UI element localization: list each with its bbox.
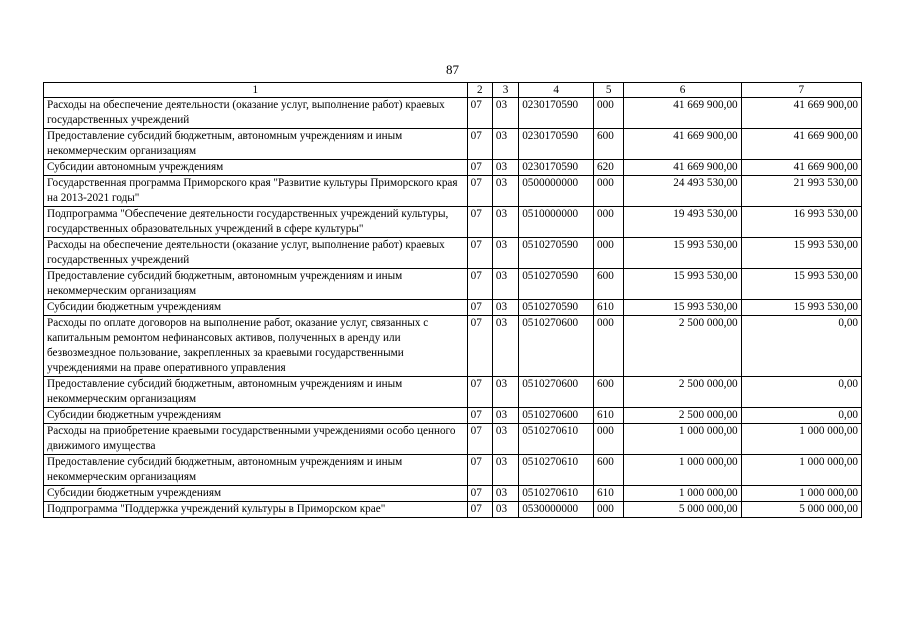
section-code-cell: 07: [467, 98, 492, 129]
section-code-cell: 07: [467, 486, 492, 502]
target-article-cell: 0510270600: [519, 408, 594, 424]
subsection-code-cell: 03: [492, 98, 518, 129]
expense-type-cell: 620: [594, 160, 624, 176]
column-header: 4: [519, 83, 594, 98]
target-article-cell: 0530000000: [519, 502, 594, 518]
subsection-code-cell: 03: [492, 207, 518, 238]
expense-type-cell: 610: [594, 408, 624, 424]
section-code-cell: 07: [467, 377, 492, 408]
amount-year2-cell: 21 993 530,00: [741, 176, 861, 207]
amount-year1-cell: 41 669 900,00: [624, 160, 741, 176]
table-row: [44, 377, 862, 408]
row-name-cell: Подпрограмма "Обеспечение деятельности государственных учреждений культуры, государственных образовательных учреждений в сфере культуры": [44, 207, 468, 238]
amount-year1-cell: 1 000 000,00: [624, 455, 741, 486]
column-header: 2: [467, 83, 492, 98]
column-header: 1: [44, 83, 468, 98]
table-row: [44, 238, 862, 269]
subsection-code-cell: 03: [492, 129, 518, 160]
section-code-cell: 07: [467, 502, 492, 518]
amount-year2-cell: 0,00: [741, 316, 861, 377]
amount-year1-cell: 5 000 000,00: [624, 502, 741, 518]
amount-year1-cell: 2 500 000,00: [624, 316, 741, 377]
subsection-code-cell: 03: [492, 316, 518, 377]
expense-type-cell: 000: [594, 238, 624, 269]
expense-type-cell: 610: [594, 486, 624, 502]
amount-year2-cell: 41 669 900,00: [741, 160, 861, 176]
section-code-cell: 07: [467, 129, 492, 160]
amount-year1-cell: 15 993 530,00: [624, 238, 741, 269]
amount-year1-cell: 41 669 900,00: [624, 129, 741, 160]
table-header-row: [44, 83, 862, 98]
amount-year2-cell: 15 993 530,00: [741, 238, 861, 269]
amount-year1-cell: 24 493 530,00: [624, 176, 741, 207]
section-code-cell: 07: [467, 300, 492, 316]
amount-year1-cell: 2 500 000,00: [624, 408, 741, 424]
amount-year1-cell: 41 669 900,00: [624, 98, 741, 129]
subsection-code-cell: 03: [492, 269, 518, 300]
expense-type-cell: 000: [594, 316, 624, 377]
amount-year1-cell: 15 993 530,00: [624, 269, 741, 300]
amount-year1-cell: 15 993 530,00: [624, 300, 741, 316]
table-row: [44, 455, 862, 486]
row-name-cell: Расходы на приобретение краевыми государственными учреждениями особо ценного движимого имущества: [44, 424, 468, 455]
page-number: 87: [446, 62, 459, 77]
table-body: [44, 98, 862, 518]
table-row: [44, 300, 862, 316]
target-article-cell: 0230170590: [519, 160, 594, 176]
table-row: [44, 98, 862, 129]
amount-year1-cell: 19 493 530,00: [624, 207, 741, 238]
amount-year2-cell: 1 000 000,00: [741, 486, 861, 502]
section-code-cell: 07: [467, 455, 492, 486]
target-article-cell: 0510270600: [519, 316, 594, 377]
table-row: [44, 207, 862, 238]
expense-type-cell: 600: [594, 377, 624, 408]
amount-year2-cell: 0,00: [741, 408, 861, 424]
column-header: 5: [594, 83, 624, 98]
target-article-cell: 0510270590: [519, 238, 594, 269]
table-row: [44, 269, 862, 300]
subsection-code-cell: 03: [492, 377, 518, 408]
column-header: 7: [741, 83, 861, 98]
subsection-code-cell: 03: [492, 176, 518, 207]
row-name-cell: Субсидии бюджетным учреждениям: [44, 486, 468, 502]
section-code-cell: 07: [467, 207, 492, 238]
expense-type-cell: 600: [594, 129, 624, 160]
subsection-code-cell: 03: [492, 486, 518, 502]
row-name-cell: Предоставление субсидий бюджетным, автономным учреждениям и иным некоммерческим организациям: [44, 129, 468, 160]
target-article-cell: 0230170590: [519, 129, 594, 160]
column-header: 6: [624, 83, 741, 98]
subsection-code-cell: 03: [492, 455, 518, 486]
subsection-code-cell: 03: [492, 300, 518, 316]
section-code-cell: 07: [467, 316, 492, 377]
subsection-code-cell: 03: [492, 160, 518, 176]
amount-year2-cell: 5 000 000,00: [741, 502, 861, 518]
subsection-code-cell: 03: [492, 424, 518, 455]
expense-type-cell: 600: [594, 455, 624, 486]
row-name-cell: Подпрограмма "Поддержка учреждений культуры в Приморском крае": [44, 502, 468, 518]
row-name-cell: Государственная программа Приморского края "Развитие культуры Приморского края на 2013-2021 годы": [44, 176, 468, 207]
subsection-code-cell: 03: [492, 502, 518, 518]
table-row: [44, 424, 862, 455]
section-code-cell: 07: [467, 424, 492, 455]
table-row: [44, 129, 862, 160]
row-name-cell: Субсидии бюджетным учреждениям: [44, 408, 468, 424]
target-article-cell: 0510270610: [519, 486, 594, 502]
target-article-cell: 0500000000: [519, 176, 594, 207]
expense-type-cell: 600: [594, 269, 624, 300]
amount-year2-cell: 41 669 900,00: [741, 129, 861, 160]
subsection-code-cell: 03: [492, 238, 518, 269]
row-name-cell: Субсидии бюджетным учреждениям: [44, 300, 468, 316]
amount-year2-cell: 16 993 530,00: [741, 207, 861, 238]
budget-table: [43, 82, 862, 518]
row-name-cell: Предоставление субсидий бюджетным, автономным учреждениям и иным некоммерческим организациям: [44, 269, 468, 300]
amount-year2-cell: 1 000 000,00: [741, 424, 861, 455]
expense-type-cell: 000: [594, 502, 624, 518]
table-row: [44, 502, 862, 518]
target-article-cell: 0510270600: [519, 377, 594, 408]
target-article-cell: 0510270590: [519, 300, 594, 316]
amount-year2-cell: 15 993 530,00: [741, 300, 861, 316]
amount-year2-cell: 0,00: [741, 377, 861, 408]
table-row: [44, 176, 862, 207]
section-code-cell: 07: [467, 160, 492, 176]
row-name-cell: Предоставление субсидий бюджетным, автономным учреждениям и иным некоммерческим организациям: [44, 377, 468, 408]
table-row: [44, 486, 862, 502]
expense-type-cell: 610: [594, 300, 624, 316]
expense-type-cell: 000: [594, 98, 624, 129]
row-name-cell: Расходы на обеспечение деятельности (оказание услуг, выполнение работ) краевых государственных учреждений: [44, 238, 468, 269]
amount-year2-cell: 41 669 900,00: [741, 98, 861, 129]
table-row: [44, 408, 862, 424]
section-code-cell: 07: [467, 408, 492, 424]
expense-type-cell: 000: [594, 207, 624, 238]
expense-type-cell: 000: [594, 424, 624, 455]
row-name-cell: Предоставление субсидий бюджетным, автономным учреждениям и иным некоммерческим организациям: [44, 455, 468, 486]
row-name-cell: Субсидии автономным учреждениям: [44, 160, 468, 176]
amount-year2-cell: 1 000 000,00: [741, 455, 861, 486]
expense-type-cell: 000: [594, 176, 624, 207]
section-code-cell: 07: [467, 176, 492, 207]
column-header: 3: [492, 83, 518, 98]
amount-year2-cell: 15 993 530,00: [741, 269, 861, 300]
amount-year1-cell: 2 500 000,00: [624, 377, 741, 408]
target-article-cell: 0510270590: [519, 269, 594, 300]
target-article-cell: 0510270610: [519, 455, 594, 486]
target-article-cell: 0510000000: [519, 207, 594, 238]
amount-year1-cell: 1 000 000,00: [624, 486, 741, 502]
target-article-cell: 0230170590: [519, 98, 594, 129]
section-code-cell: 07: [467, 269, 492, 300]
section-code-cell: 07: [467, 238, 492, 269]
row-name-cell: Расходы по оплате договоров на выполнение работ, оказание услуг, связанных с капитальным ремонтом нефинансовых активов, полученных в аренду или безвозмездное пользование, закрепленных за краевыми государственными учреждениями на праве оперативного управления: [44, 316, 468, 377]
table-row: [44, 316, 862, 377]
table-row: [44, 160, 862, 176]
subsection-code-cell: 03: [492, 408, 518, 424]
row-name-cell: Расходы на обеспечение деятельности (оказание услуг, выполнение работ) краевых государственных учреждений: [44, 98, 468, 129]
target-article-cell: 0510270610: [519, 424, 594, 455]
amount-year1-cell: 1 000 000,00: [624, 424, 741, 455]
